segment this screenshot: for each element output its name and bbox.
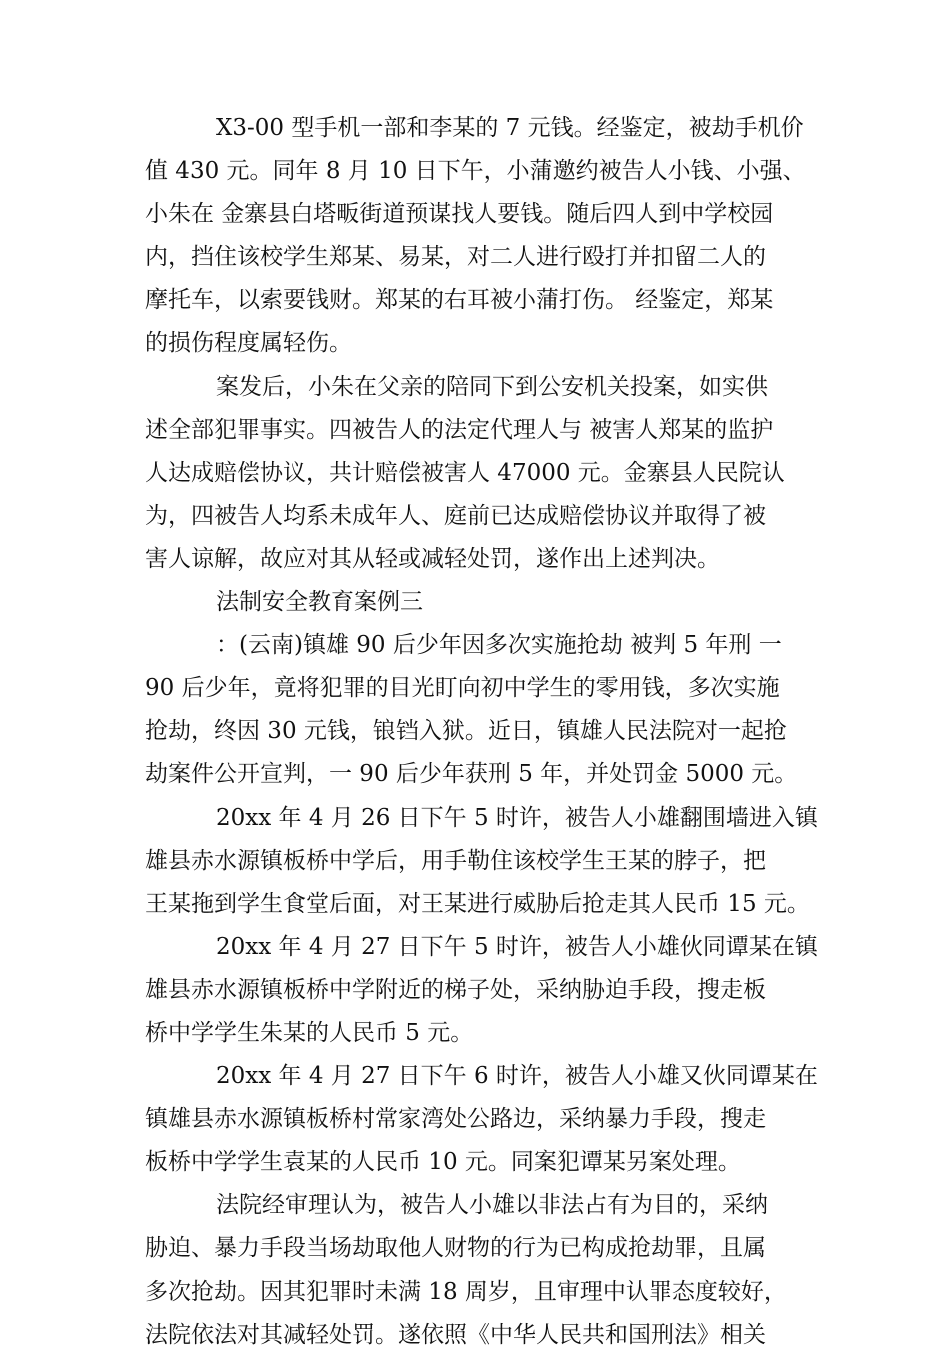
text-line: X3-00 型手机一部和李某的 7 元钱。经鉴定，被劫手机价 <box>216 115 804 141</box>
text-line: 述全部犯罪事实。四被告人的法定代理人与 被害人郑某的监护 <box>145 416 774 443</box>
text-line: 雄县赤水源镇板桥中学后，用手勒住该校学生王某的脖子，把 <box>145 847 766 874</box>
text-line: 板桥中学学生袁某的人民币 10 元。同案犯谭某另案处理。 <box>145 1149 741 1176</box>
text-line: 小朱在 金寨县白塔畈街道预谋找人要钱。随后四人到中学校园 <box>145 201 774 228</box>
text-line: 法制安全教育案例三 <box>216 589 423 616</box>
text-line: 20xx 年 4 月 26 日下午 5 时许，被告人小雄翻围墙进入镇 <box>216 804 818 831</box>
text-line: 20xx 年 4 月 27 日下午 6 时许，被告人小雄又伙同谭某在 <box>216 1063 818 1090</box>
text-line: 案发后，小朱在父亲的陪同下到公安机关投案，如实供 <box>216 373 768 400</box>
text-line: 镇雄县赤水源镇板桥村常家湾处公路边，采纳暴力手段，搜走 <box>145 1106 766 1133</box>
text-line: 法院经审理认为，被告人小雄以非法占有为目的，采纳 <box>216 1192 768 1219</box>
text-line: ：(云南)镇雄 90 后少年因多次实施抢劫 被判 5 年刑 一 <box>216 632 782 659</box>
text-line: 劫案件公开宣判，一 90 后少年获刑 5 年，并处罚金 5000 元。 <box>145 761 798 788</box>
text-line: 摩托车，以索要钱财。郑某的右耳被小蒲打伤。 经鉴定，郑某 <box>145 287 774 314</box>
text-line: 胁迫、暴力手段当场劫取他人财物的行为已构成抢劫罪，且属 <box>145 1235 766 1262</box>
text-line: 法院依法对其减轻处罚。遂依照《中华人民共和国刑法》相关 <box>145 1321 766 1348</box>
text-line: 抢劫，终因 30 元钱，锒铛入狱。近日，镇雄人民法院对一起抢 <box>145 718 787 745</box>
text-line: 为，四被告人均系未成年人、庭前已达成赔偿协议并取得了被 <box>145 502 766 529</box>
text-line: 害人谅解，故应对其从轻或减轻处罚，遂作出上述判决。 <box>145 545 720 572</box>
text-line: 雄县赤水源镇板桥中学附近的梯子处，采纳胁迫手段，搜走板 <box>145 976 766 1003</box>
text-line: 90 后少年，竟将犯罪的目光盯向初中学生的零用钱，多次实施 <box>145 675 780 702</box>
text-line: 人达成赔偿协议，共计赔偿被害人 47000 元。金寨县人民院认 <box>145 459 785 486</box>
text-line: 多次抢劫。因其犯罪时未满 18 周岁，且审理中认罪态度较好， <box>145 1278 787 1305</box>
text-line: 的损伤程度属轻伤。 <box>145 330 352 357</box>
text-line: 桥中学学生朱某的人民币 5 元。 <box>145 1019 474 1046</box>
text-line: 值 430 元。同年 8 月 10 日下午，小蒲邀约被告人小钱、小强、 <box>145 158 806 185</box>
text-line: 内，挡住该校学生郑某、易某，对二人进行殴打并扣留二人的 <box>145 244 766 271</box>
text-line: 20xx 年 4 月 27 日下午 5 时许，被告人小雄伙同谭某在镇 <box>216 933 818 960</box>
document-body <box>145 107 818 1357</box>
text-line: 王某拖到学生食堂后面，对王某进行威胁后抢走其人民币 15 元。 <box>145 890 810 917</box>
